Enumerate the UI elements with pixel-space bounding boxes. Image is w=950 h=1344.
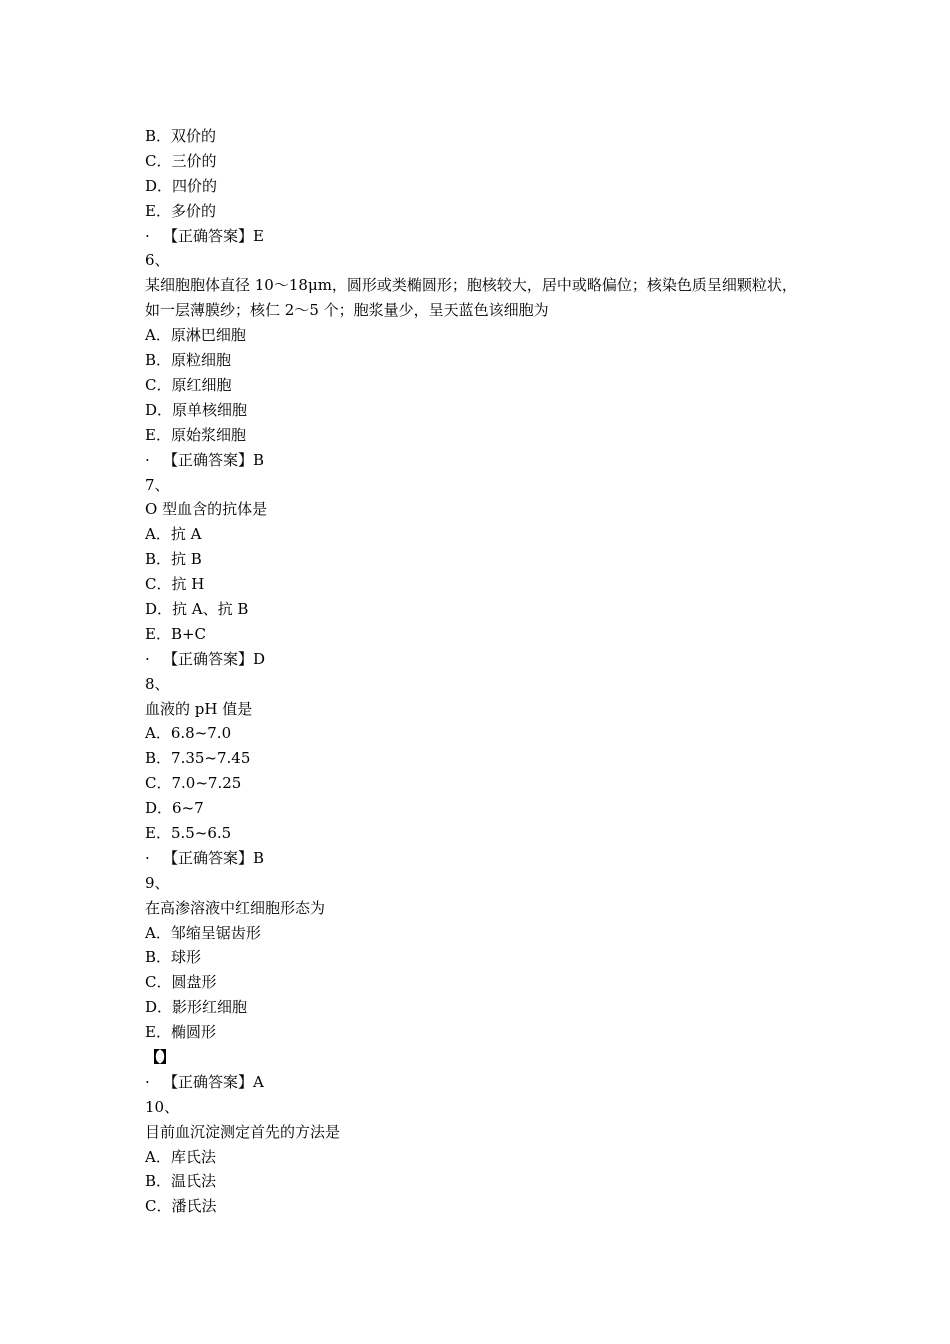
- q7-answer-text: 【正确答案】D: [163, 649, 266, 668]
- q8-option-e: E．5.5~6.5: [145, 823, 232, 842]
- q7-option-c: C．抗 H: [145, 575, 205, 594]
- q5-option-d: D．四价的: [145, 176, 218, 195]
- q10-number: 10、: [145, 1097, 180, 1116]
- q6-answer: [145, 448, 810, 473]
- q6-option-b: B．原粒细胞: [145, 351, 232, 370]
- q9-option-d: D．影形红细胞: [145, 998, 248, 1017]
- q8-option-a: A．6.8~7.0: [145, 724, 232, 743]
- q8-stem: 血液的 pH 值是: [145, 699, 253, 718]
- q9-answer: [145, 1070, 810, 1095]
- q7-option-e: E．B+C: [145, 624, 207, 643]
- q9-option-b: B．球形: [145, 948, 202, 967]
- question-document: [145, 124, 810, 1219]
- q6-option-d: D．原单核细胞: [145, 400, 248, 419]
- q9-answer-text: 【正确答案】A: [163, 1072, 264, 1091]
- q8-answer: [145, 846, 810, 871]
- q6-answer-text: 【正确答案】B: [163, 450, 265, 469]
- q10-option-b: B．温氏法: [145, 1172, 217, 1191]
- bullet-dot: ·: [145, 848, 150, 867]
- q8-answer-text: 【正确答案】B: [163, 848, 265, 867]
- q9-option-c: C．圆盘形: [145, 973, 217, 992]
- q5-option-e: E．多价的: [145, 201, 216, 220]
- bullet-dot: ·: [145, 1072, 150, 1091]
- q8-option-c: C．7.0~7.25: [145, 774, 242, 793]
- q9-number: 9、: [145, 873, 170, 892]
- q9-option-e: E．椭圆形: [145, 1023, 216, 1042]
- q5-answer-text: 【正确答案】E: [163, 226, 264, 245]
- bullet-dot: ·: [145, 649, 150, 668]
- q9-stem: 在高渗溶液中红细胞形态为: [145, 898, 326, 917]
- q6-option-c: C．原红细胞: [145, 375, 232, 394]
- q9-option-a: A．邹缩呈锯齿形: [145, 923, 261, 942]
- q8-option-b: B．7.35~7.45: [145, 749, 251, 768]
- q6-number: 6、: [145, 251, 170, 270]
- q10-option-c: C．潘氏法: [145, 1197, 217, 1216]
- q7-number: 7、: [145, 475, 170, 494]
- q7-option-a: A．抗 A: [145, 525, 202, 544]
- q6-stem: 某细胞胞体直径 10～18μm，圆形或类椭圆形；胞核较大，居中或略偏位；核染色质呈细颗粒状，如一层薄膜纱；核仁 2～5 个；胞浆量少，呈天蓝色该细胞为: [145, 276, 797, 320]
- q7-option-b: B．抗 B: [145, 550, 202, 569]
- q6-option-e: E．原始浆细胞: [145, 425, 246, 444]
- q10-stem: 目前血沉淀测定首先的方法是: [145, 1122, 341, 1141]
- q7-option-d: D．抗 A、抗 B: [145, 599, 249, 618]
- q5-option-b: B．双价的: [145, 127, 217, 145]
- q10-option-a: A．库氏法: [145, 1147, 216, 1166]
- q8-option-d: D．6~7: [145, 799, 204, 818]
- q7-stem: O 型血含的抗体是: [145, 500, 268, 519]
- bullet-dot: ·: [145, 226, 150, 245]
- q7-answer: [145, 647, 810, 672]
- q6-option-a: A．原淋巴细胞: [145, 326, 246, 345]
- q5-answer: [145, 224, 810, 249]
- q9-empty-bracket: 【】: [145, 1047, 176, 1066]
- q5-option-c: C．三价的: [145, 151, 217, 170]
- bullet-dot: ·: [145, 450, 150, 469]
- q8-number: 8、: [145, 674, 170, 693]
